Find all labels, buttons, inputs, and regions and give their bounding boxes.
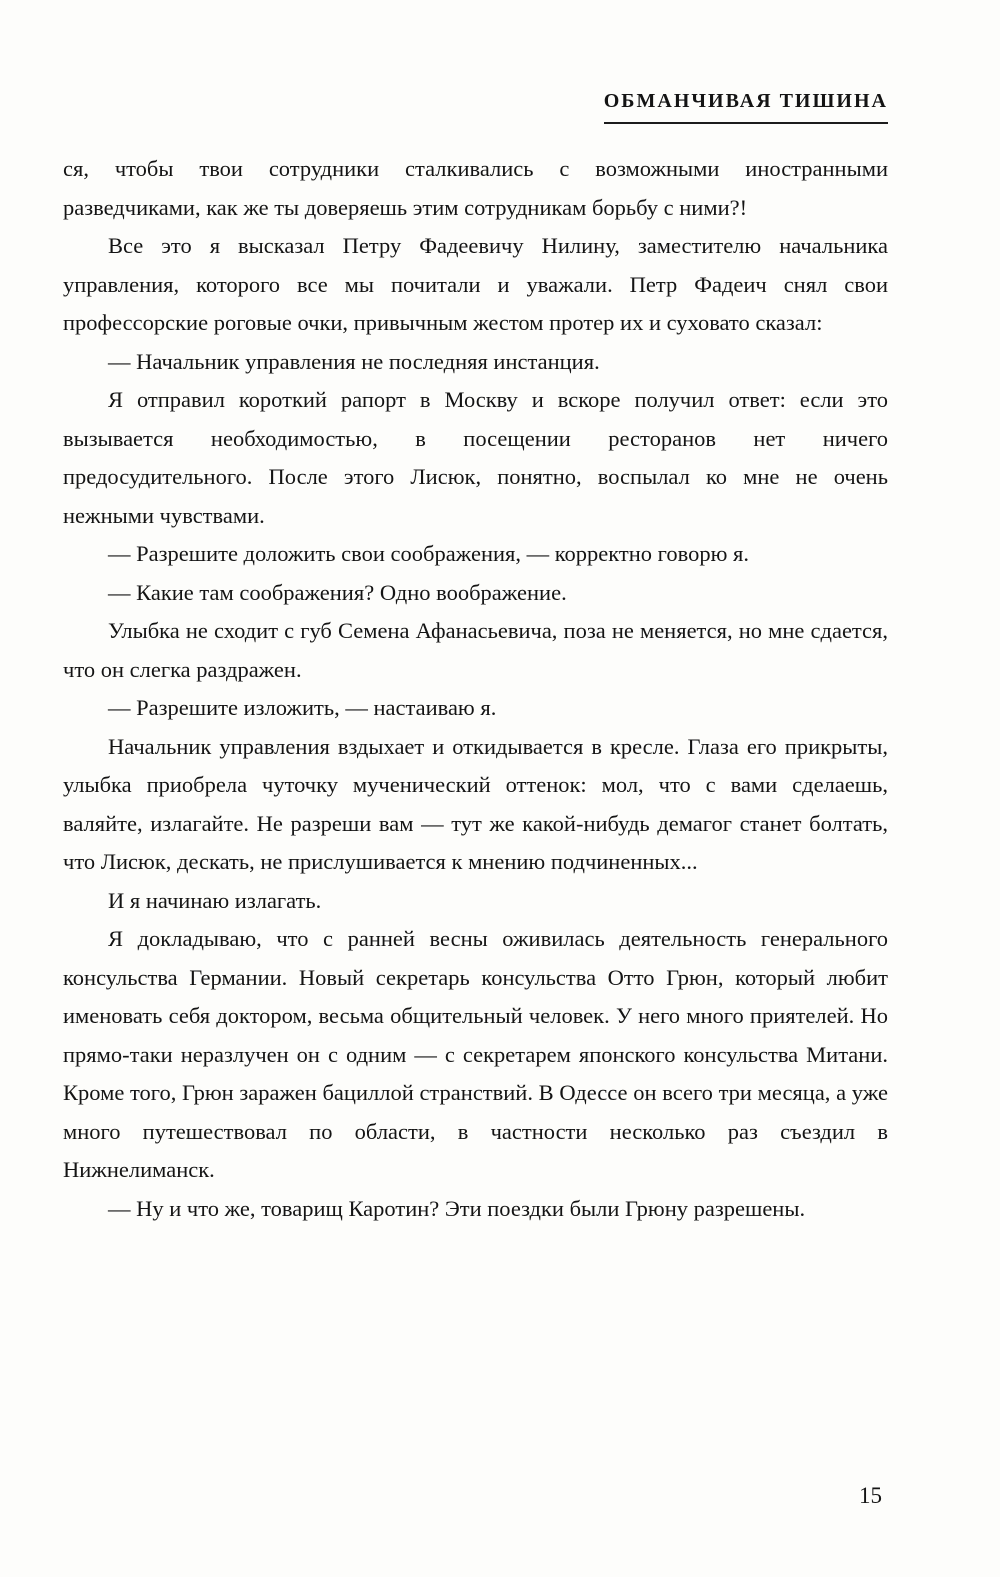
running-head (604, 90, 888, 124)
paragraph: Улыбка не сходит с губ Семена Афанасьевича, поза не меняется, но мне сдается, что он слегка раздражен. (63, 618, 888, 682)
paragraph: Я отправил короткий рапорт в Москву и вскоре получил ответ: если это вызывается необходимостью, в посещении ресторанов нет ничего предосудительного. После этого Лисюк, понятно, воспылал ко мне не очень нежными чувствами. (63, 387, 888, 528)
paragraph: Все это я высказал Петру Фадеевичу Нилину, заместителю начальника управления, которого все мы почитали и уважали. Петр Фадеич снял свои профессорские роговые очки, привычным жестом протер их и суховато сказал: (63, 233, 888, 335)
paragraph: Начальник управления вздыхает и откидывается в кресле. Глаза его прикрыты, улыбка приобрела чуточку мученический оттенок: мол, что с вами сделаешь, валяйте, излагайте. Не разреши вам — тут же какой-нибудь демагог станет болтать, что Лисюк, дескать, не прислушивается к мнению подчиненных... (63, 733, 888, 874)
paragraph: ся, чтобы твои сотрудники сталкивались с возможными иностранными разведчиками, как же ты доверяешь этим сотрудникам борьбу с ними?! (63, 156, 888, 220)
paragraph: И я начинаю излагать. (108, 887, 322, 913)
paragraph: — Начальник управления не последняя инстанция. (108, 348, 600, 374)
paragraph: — Разрешите изложить, — настаиваю я. (108, 695, 497, 720)
page-number: 15 (859, 1483, 882, 1508)
paragraph: — Какие там соображения? Одно воображение. (108, 579, 567, 605)
paragraph: — Ну и что же, товарищ Каротин? Эти поездки были Грюну разрешены. (108, 1195, 806, 1221)
paragraph: — Разрешите доложить свои соображения, — корректно говорю я. (108, 541, 749, 566)
running-head-title: ОБМАНЧИВАЯ ТИШИНА (604, 90, 888, 124)
page-text-block (63, 150, 888, 1228)
paragraph: Я докладываю, что с ранней весны оживилась деятельность генерального консульства Германии. Новый секретарь консульства Отто Грюн, который любит именовать себя доктором, весьма общительный человек. У него много приятелей. Но прямо-таки неразлучен он с одним — с секретарем японского консульства Митани. Кроме того, Грюн заражен бациллой странствий. В Одессе он всего три месяца, а уже много путешествовал по области, в частности несколько раз съездил в Нижнелиманск. (63, 926, 888, 1182)
